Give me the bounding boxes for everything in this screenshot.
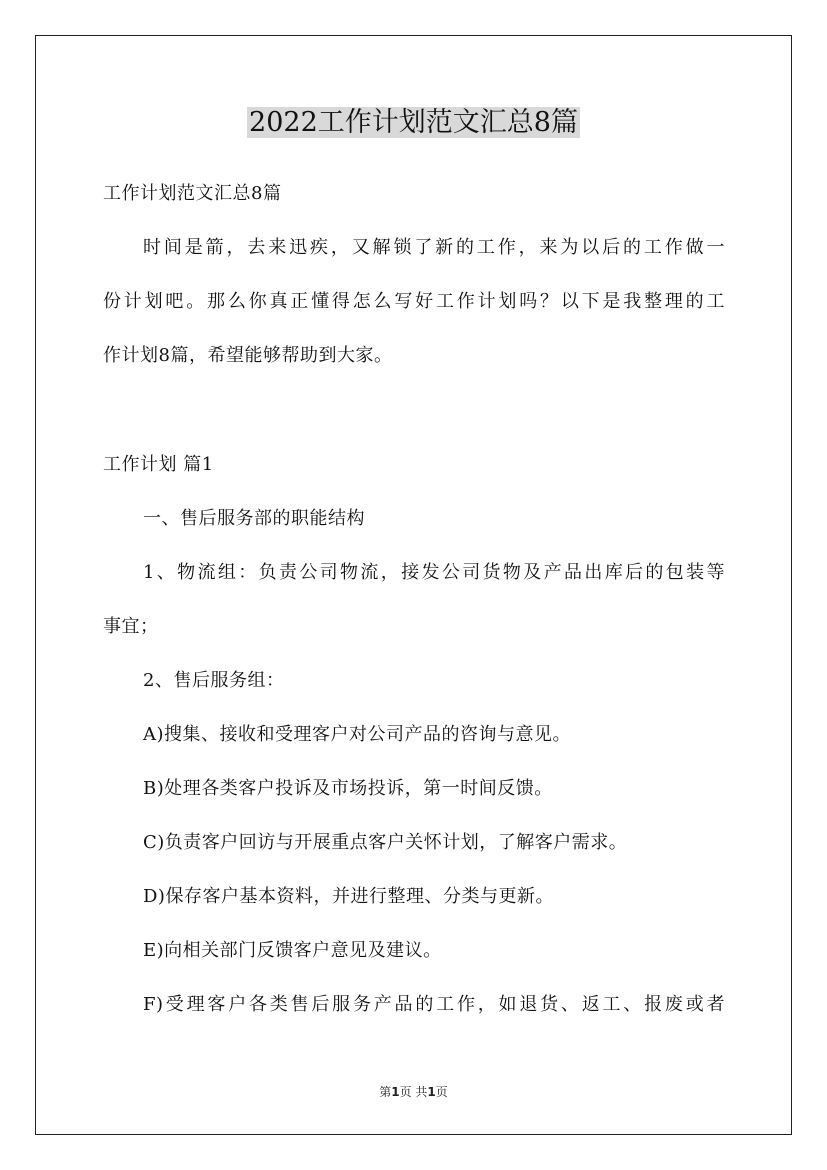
footer-page-mid: 页 共 <box>399 1085 428 1099</box>
footer-page-total: 1 <box>427 1085 436 1099</box>
sub-item-d: D)保存客户基本资料，并进行整理、分类与更新。 <box>143 886 554 907</box>
intro-line-3: 作计划8篇，希望能够帮助到大家。 <box>103 345 393 366</box>
footer-page-prefix: 第 <box>379 1085 392 1099</box>
sub-item-b: B)处理各类客户投诉及市场投诉，第一时间反馈。 <box>143 778 553 799</box>
footer-page-current: 1 <box>391 1085 400 1099</box>
document-subtitle: 工作计划范文汇总8篇 <box>103 183 282 204</box>
section-1-title: 一、售后服务部的职能结构 <box>143 508 365 529</box>
sub-item-e: E)向相关部门反馈客户意见及建议。 <box>143 940 442 961</box>
sub-item-c: C)负责客户回访与开展重点客户关怀计划，了解客户需求。 <box>143 832 628 853</box>
section-heading: 工作计划 篇1 <box>103 454 214 475</box>
intro-line-1: 时间是箭，去来迅疾，又解锁了新的工作，来为以后的工作做一 <box>143 237 725 258</box>
sub-item-a: A)搜集、接收和受理客户对公司产品的咨询与意见。 <box>143 724 572 745</box>
sub-item-f: F)受理客户各类售后服务产品的工作，如退货、返工、报废或者 <box>143 994 725 1015</box>
page-footer <box>0 1083 827 1101</box>
item-2: 2、售后服务组： <box>143 670 285 691</box>
item-1-line-2: 事宜； <box>103 616 159 637</box>
footer-page-suffix: 页 <box>435 1085 448 1099</box>
item-1-line-1: 1、物流组：负责公司物流，接发公司货物及产品出库后的包装等 <box>143 562 725 583</box>
intro-line-2: 份计划吧。那么你真正懂得怎么写好工作计划吗？以下是我整理的工 <box>103 291 725 312</box>
document-title: 2022工作计划范文汇总8篇 <box>249 107 578 138</box>
